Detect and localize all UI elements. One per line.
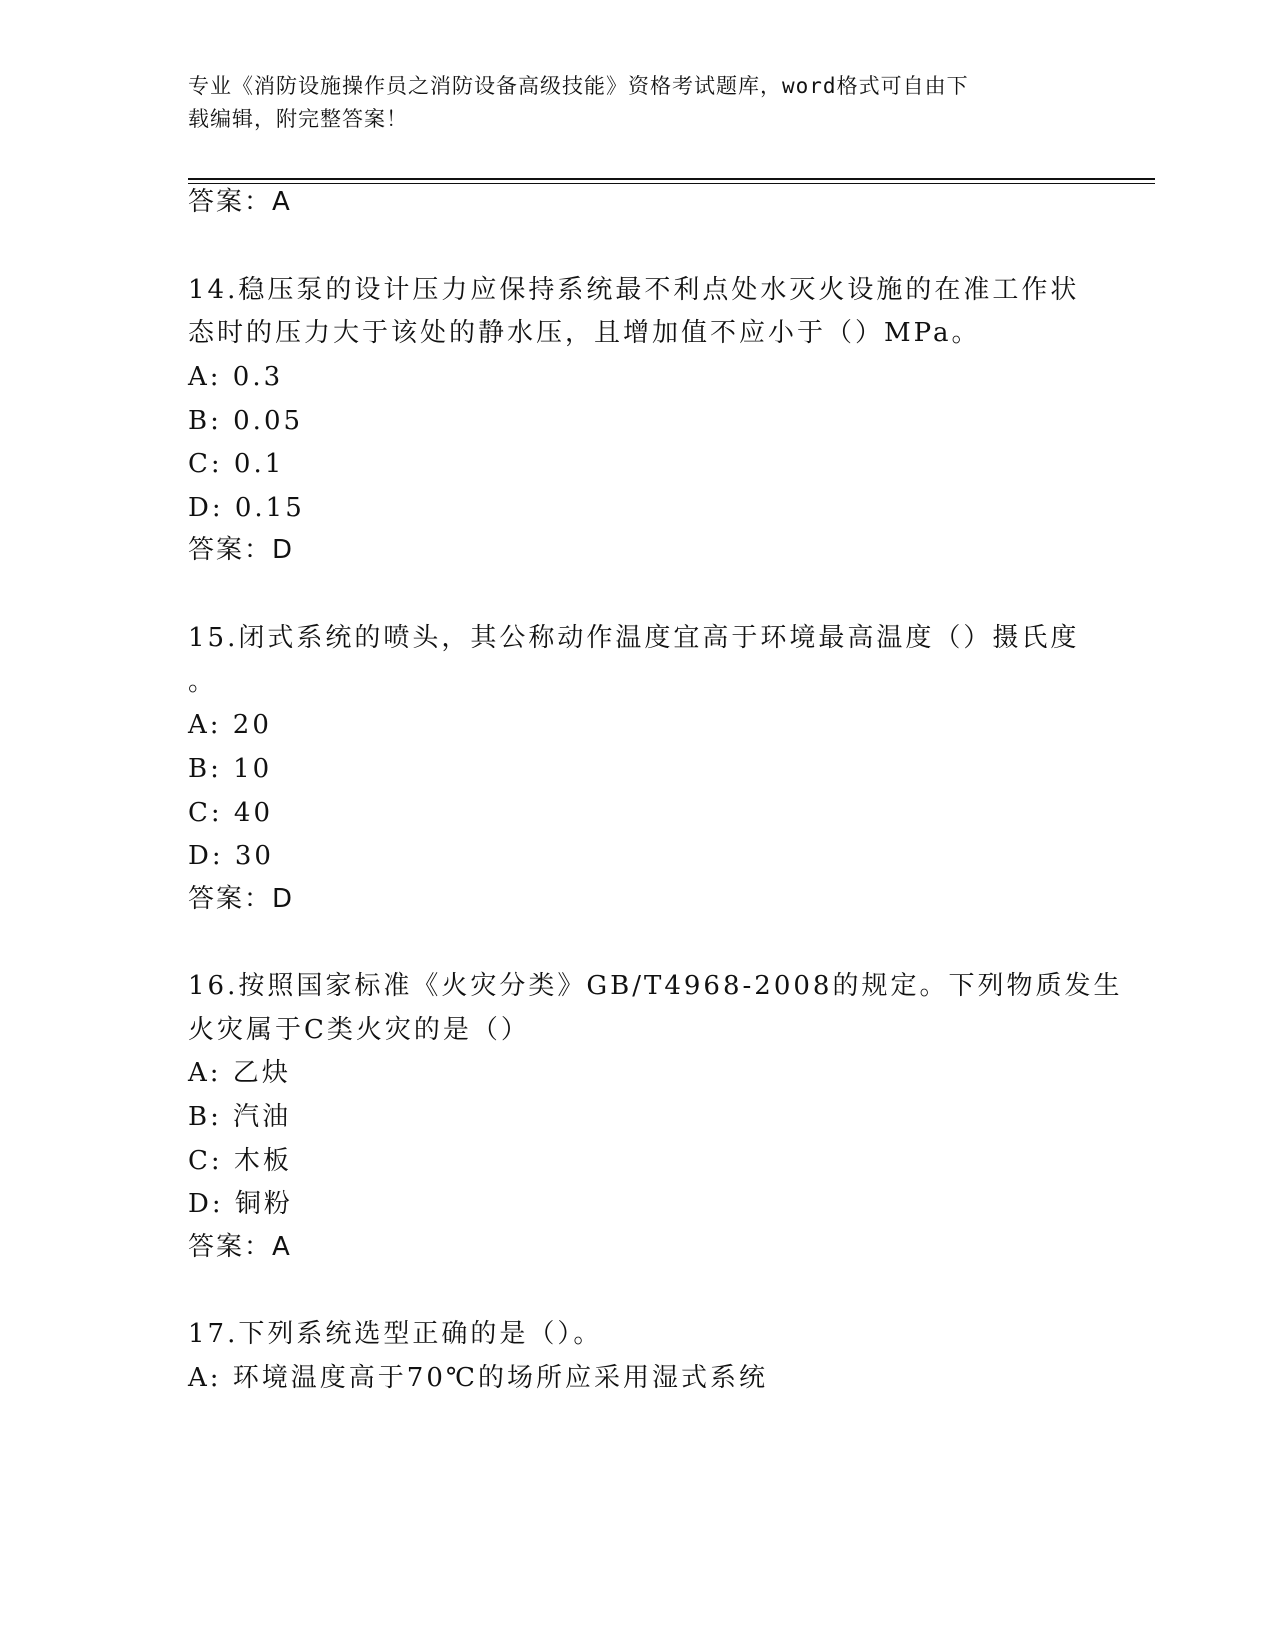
header-rule-thin bbox=[188, 183, 1155, 184]
question-14-option-d: D: 0.15 bbox=[188, 493, 305, 523]
answer-line: 答案：A bbox=[188, 187, 292, 217]
question-16-option-a: A: 乙炔 bbox=[188, 1058, 291, 1088]
question-16-option-c: C: 木板 bbox=[188, 1146, 292, 1176]
header-line-2: 载编辑，附完整答案！ bbox=[188, 107, 408, 131]
question-14-answer: 答案：D bbox=[188, 535, 295, 565]
header-rule bbox=[188, 178, 1155, 180]
question-15-answer: 答案：D bbox=[188, 884, 295, 914]
question-14-stem-line-1: 14.稳压泵的设计压力应保持系统最不利点处水灭火设施的在准工作状 bbox=[188, 275, 1080, 305]
header-line-1: 专业《消防设施操作员之消防设备高级技能》资格考试题库，word格式可自由下 bbox=[188, 74, 969, 98]
question-14-option-a: A: 0.3 bbox=[188, 362, 284, 392]
question-15-option-d: D: 30 bbox=[188, 841, 274, 871]
question-16-stem-line-2: 火灾属于C类火灾的是（） bbox=[188, 1015, 530, 1045]
question-15-stem-line-1: 15.闭式系统的喷头，其公称动作温度宜高于环境最高温度（）摄氏度 bbox=[188, 623, 1080, 653]
question-16-answer: 答案：A bbox=[188, 1232, 292, 1262]
question-17-option-a: A: 环境温度高于70℃的场所应采用湿式系统 bbox=[188, 1363, 768, 1393]
question-17-stem-line-1: 17.下列系统选型正确的是（）。 bbox=[188, 1319, 603, 1349]
question-14-option-c: C: 0.1 bbox=[188, 449, 285, 479]
question-16-option-d: D: 铜粉 bbox=[188, 1189, 293, 1219]
question-16-stem-line-1: 16.按照国家标准《火灾分类》GB/T4968-2008的规定。下列物质发生 bbox=[188, 971, 1123, 1001]
question-14-option-b: B: 0.05 bbox=[188, 406, 304, 436]
question-15-option-b: B: 10 bbox=[188, 754, 273, 784]
question-15-stem-line-2: 。 bbox=[188, 667, 218, 697]
document-header bbox=[188, 70, 1088, 136]
question-16-option-b: B: 汽油 bbox=[188, 1102, 292, 1132]
question-15-option-c: C: 40 bbox=[188, 798, 274, 828]
question-15-option-a: A: 20 bbox=[188, 710, 272, 740]
question-14-stem-line-2: 态时的压力大于该处的静水压，且增加值不应小于（）MPa。 bbox=[188, 318, 981, 348]
